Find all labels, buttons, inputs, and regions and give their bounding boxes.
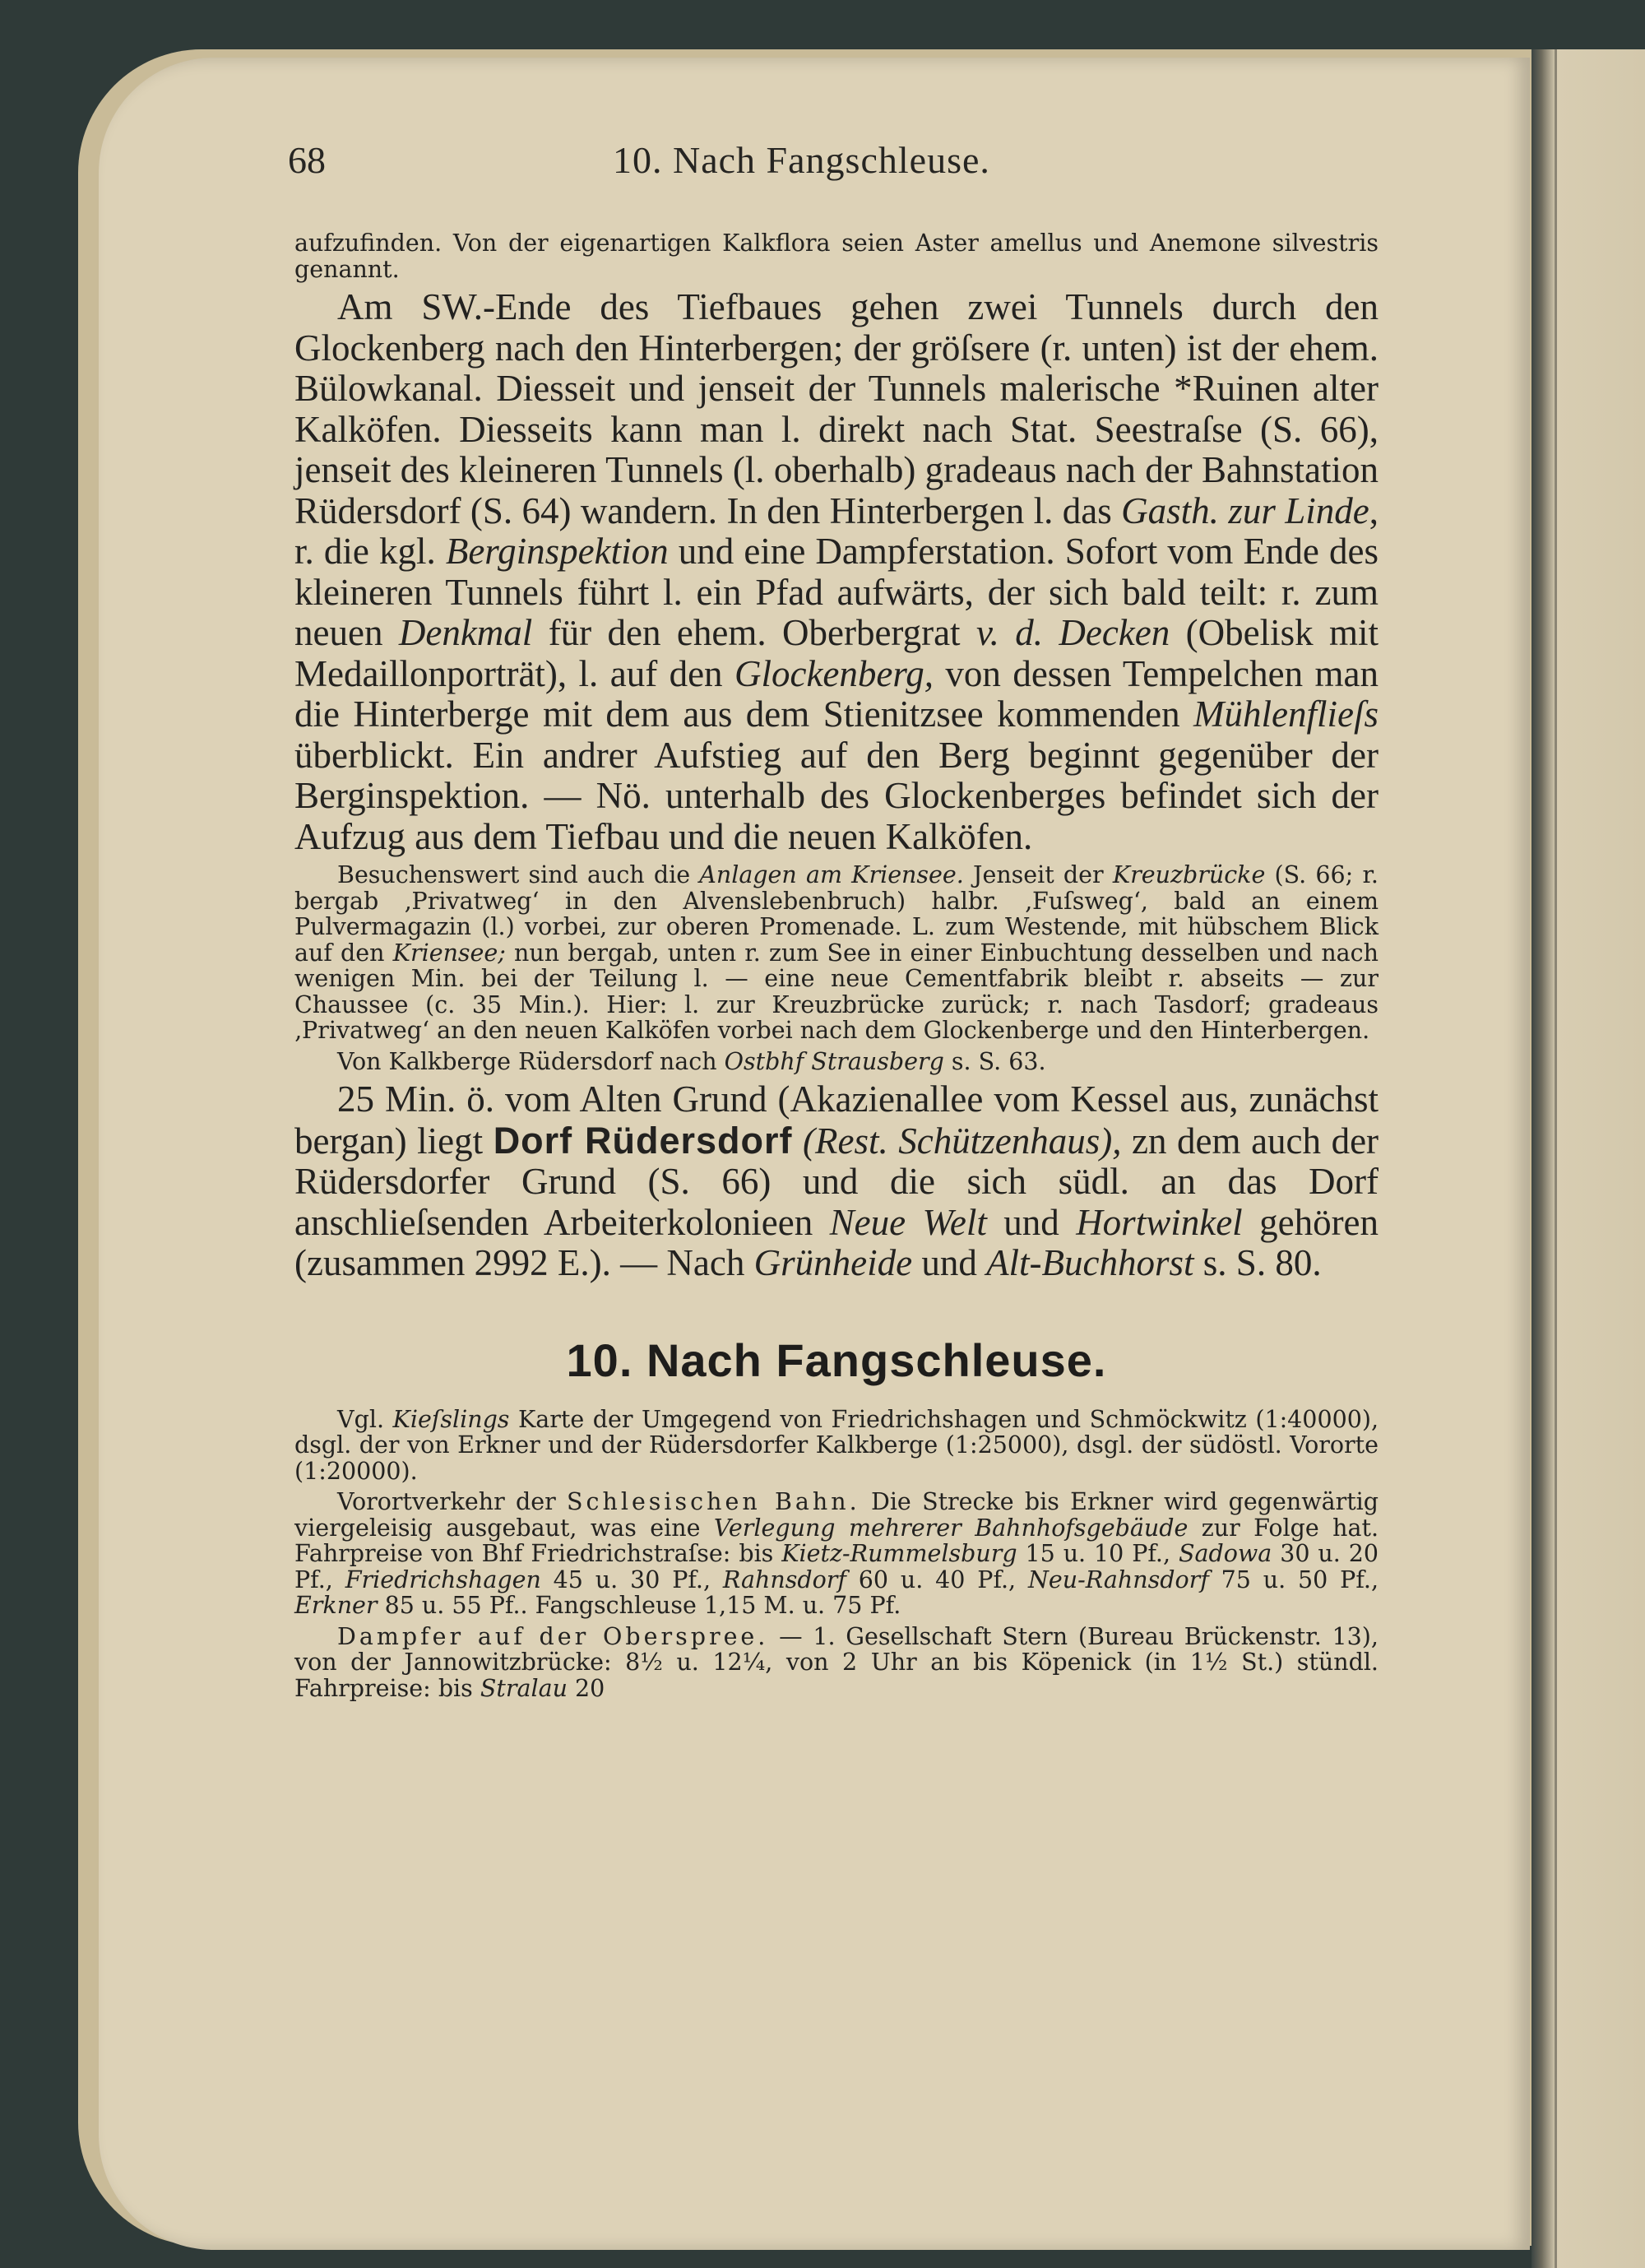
page-body xyxy=(294,230,1379,1701)
p2-m: überblickt. Ein andrer Aufstieg auf den Berg beginnt gegenüber der Berginspektion. — Nö. unterhalb des Glockenberges befindet sich der Aufzug aus dem Tiefbau und die neuen Kalköfen. xyxy=(294,734,1379,857)
p5-d: zn dem auch der Rüdersdorfer Grund (S. 66) und die sich südl. an das Dorf anschlieſsenden Arbeiterkolonieen xyxy=(294,1120,1379,1243)
gutter-line xyxy=(1555,49,1557,2268)
p7-q: 85 u. 55 Pf.. Fangschleuse 1,15 M. u. 75 Pf. xyxy=(384,1592,901,1619)
p4-a: Von Kalkberge Rüdersdorf nach xyxy=(337,1047,717,1075)
p5-k: Alt-Buchhorst xyxy=(986,1242,1194,1283)
p2-j: Glockenberg, xyxy=(734,652,934,694)
paragraph-dampfer xyxy=(294,1624,1379,1702)
p5-l: s. S. 80. xyxy=(1202,1242,1322,1283)
p3-a: Besuchenswert sind auch die xyxy=(337,861,691,888)
p5-j: und xyxy=(921,1242,977,1283)
p5-f: und xyxy=(1003,1201,1059,1243)
p3-g: nun bergab, unten r. zum See in einer Einbuchtung desselben und nach wenigen Min. bei der Teilung l. — eine neue Cementfabrik bleibt r. abseits — zur Chaussee (c. 35 Min.). Hier: l. zur Kreuzbrücke zurück; r. nach Tasdorf; gradeaus ‚Privatweg‘ an den neuen Kalköfen vorbei nach dem Glockenberge und den Hinterbergen. xyxy=(294,939,1379,1044)
p5-e: Neue Welt xyxy=(829,1201,987,1243)
p8-b: — 1. Gesellschaft Stern (Bureau Brückenstr. 13), von der Jannowitzbrücke: 8½ u. 12¼, von 2 Uhr an bis Köpenick (in 1½ St.) stündl. Fahrpreise: bis xyxy=(294,1622,1379,1702)
p5-g: Hortwinkel xyxy=(1076,1201,1243,1243)
section-heading: 10. Nach Fangschleuse. xyxy=(566,1333,1107,1386)
paragraph-dorf-ruedersdorf xyxy=(294,1079,1379,1284)
p7-m: 60 u. 40 Pf., xyxy=(858,1565,1017,1593)
p3-e: (S. 66; r. bergab ‚Privatweg‘ in den Alvenslebenbruch) halbr. ‚Fuſsweg‘, bald an einem Pulvermagazin (l.) vorbei, zur oberen Promenade. L. zum Westende, mit hübschem Blick auf den xyxy=(294,861,1379,967)
p2-k: von dessen Tempelchen man die Hinterberge mit dem aus dem Stienitzsee kommenden xyxy=(294,652,1379,735)
p3-b: Anlagen am Kriensee. xyxy=(699,861,964,888)
p7-d: Verlegung mehrerer Bahnhofsgebäude xyxy=(713,1514,1189,1542)
p7-e: zur Folge hat. Fahrpreise von Bhf Friedrichstraſse: bis xyxy=(294,1514,1379,1567)
p5-h: gehören (zusammen 2992 E.). — Nach xyxy=(294,1201,1379,1283)
p7-f: Kietz-Rummelsburg xyxy=(781,1540,1017,1567)
p7-c: Die Strecke bis Erkner wird gegenwärtig viergeleisig ausgebaut, was eine xyxy=(294,1488,1379,1542)
p3-c: Jenseit der xyxy=(973,861,1104,888)
p5-b: Dorf Rüdersdorf xyxy=(493,1119,793,1162)
p8-c: Stralau xyxy=(480,1674,568,1702)
p7-p: Erkner xyxy=(294,1592,378,1619)
p2-d: Berginspektion xyxy=(445,531,669,572)
p3-d: Kreuzbrücke xyxy=(1112,861,1266,888)
facing-page-edge xyxy=(1531,49,1645,2268)
p8-a: Dampfer auf der Oberspree. xyxy=(337,1622,769,1650)
p4-c: s. S. 63. xyxy=(951,1047,1046,1075)
p2-a: Am SW.-Ende des Tiefbaues gehen zwei Tunnels durch den Glockenberg nach den Hinterbergen; der gröſsere (r. unten) ist der ehem. Bülowkanal. Diesseit und jenseit der Tunnels malerische *Ruinen alter Kalköfen. Diesseits kann man l. direkt nach Stat. Seestraſse (S. 66), jenseit des kleineren Tunnels (l. oberhalb) gradeaus nach der Bahnstation Rüdersdorf (S. 64) wandern. In den Hinterbergen l. das xyxy=(294,286,1379,531)
p2-i: (Obelisk mit Medaillonporträt), l. auf den xyxy=(294,612,1379,694)
paragraph-kriensee xyxy=(294,862,1379,1044)
p2-c: , r. die kgl. xyxy=(294,489,1379,572)
p7-g: 15 u. 10 Pf., xyxy=(1025,1540,1171,1567)
p6-b: Kieſslings xyxy=(392,1405,510,1433)
paragraph-kalkflora xyxy=(294,230,1379,282)
p2-h: v. d. Decken xyxy=(975,612,1170,653)
p5-i: Grünheide xyxy=(753,1242,913,1283)
p6-a: Vgl. xyxy=(337,1405,384,1433)
running-title: 10. Nach Fangschleuse. xyxy=(613,139,990,181)
paragraph-strausberg xyxy=(294,1049,1379,1075)
page-number: 68 xyxy=(288,139,326,181)
p7-l: Rahnsdorf xyxy=(722,1565,846,1593)
paragraph-karte xyxy=(294,1407,1379,1485)
paragraph-vorortverkehr xyxy=(294,1489,1379,1619)
p5-a: 25 Min. ö. vom Alten Grund (Akazienallee vom Kessel aus, zunächst bergan) liegt xyxy=(294,1078,1379,1162)
p2-l: Mühlenflieſs xyxy=(1193,693,1379,735)
p2-g: für den ehem. Oberbergrat xyxy=(548,612,961,653)
p7-o: 75 u. 50 Pf., xyxy=(1221,1565,1379,1593)
p7-i: 30 u. 20 Pf., xyxy=(294,1540,1379,1593)
p7-n: Neu-Rahnsdorf xyxy=(1027,1565,1209,1593)
p2-e: und eine Dampferstation. Sofort vom Ende des kleineren Tunnels führt l. ein Pfad aufwärts, der sich bald teilt: r. zum neuen xyxy=(294,531,1379,653)
p1-text: aufzufinden. Von der eigenartigen Kalkflora seien Aster amellus und Anemone silvestris genannt. xyxy=(294,230,1379,283)
p2-f: Denkmal xyxy=(398,612,533,653)
p5-c: (Rest. Schützenhaus), xyxy=(803,1120,1122,1162)
p3-f: Kriensee; xyxy=(392,939,506,967)
p7-a: Vorortverkehr der xyxy=(337,1488,556,1515)
p7-k: 45 u. 30 Pf., xyxy=(553,1565,711,1593)
paragraph-tunnels xyxy=(294,287,1379,857)
p6-c: Karte der Umgegend von Friedrichshagen und Schmöckwitz (1:40000), dsgl. der von Erkner und der Rüdersdorfer Kalkberge (1:25000), dsgl. der südöstl. Vororte (1:20000). xyxy=(294,1405,1379,1485)
p8-d: 20 xyxy=(575,1674,605,1702)
p7-b: Schlesischen Bahn. xyxy=(566,1488,860,1515)
p7-j: Friedrichshagen xyxy=(345,1565,541,1593)
p2-b: Gasth. zur Linde xyxy=(1121,489,1369,531)
p7-h: Sadowa xyxy=(1178,1540,1272,1567)
p4-b: Ostbhf Strausberg xyxy=(724,1047,944,1075)
